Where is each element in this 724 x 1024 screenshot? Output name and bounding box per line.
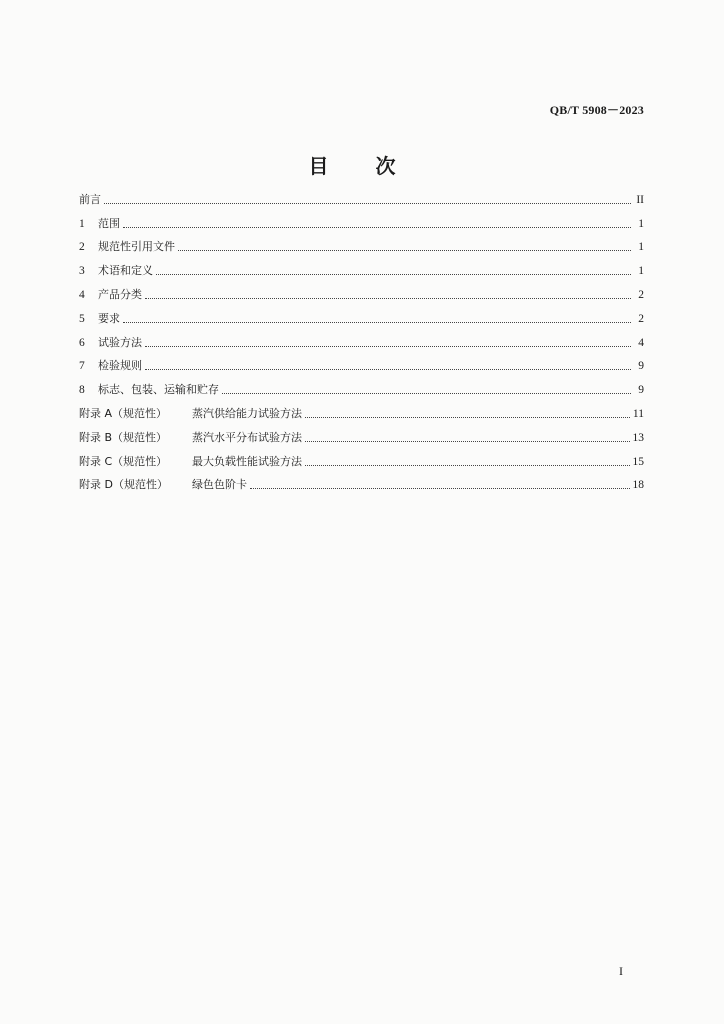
toc-entry-5[interactable] [79,302,644,326]
toc-entry-appendix-d[interactable] [79,469,644,493]
toc-entry-number: 3 [79,265,85,278]
toc-entry-number: 5 [79,312,85,325]
toc-dot-leader [156,273,631,275]
toc-entry-number: 8 [79,384,85,397]
toc-entry-number: 6 [79,336,85,349]
toc-entry-foreword[interactable] [79,183,644,207]
toc-entry-label: 绿色色阶卡 [192,478,247,492]
toc-entry-number: 2 [79,241,85,254]
toc-appendix-label: 附录 A（规范性） [79,406,168,420]
toc-entry-page: 18 [632,479,644,492]
toc-dot-leader [178,249,631,251]
toc-appendix-label: 附录 C（规范性） [79,454,168,468]
toc-entry-label: 蒸汽供给能力试验方法 [192,406,302,420]
toc-entry-appendix-a[interactable] [79,397,644,421]
toc-appendix-label: 附录 D（规范性） [79,478,168,492]
toc-dot-leader [104,202,631,204]
toc-entry-label: 标志、包装、运输和贮存 [98,383,219,397]
toc-dot-leader [145,297,631,299]
toc-entry-number: 4 [79,288,85,301]
toc-entry-page: 1 [638,241,644,254]
toc-dot-leader [305,440,630,442]
toc-entry-label: 范围 [98,216,120,230]
toc-entry-label: 产品分类 [98,287,142,301]
toc-entry-label: 最大负载性能试验方法 [192,454,302,468]
toc-entry-8[interactable] [79,373,644,397]
toc-entry-label: 术语和定义 [98,264,153,278]
toc-dot-leader [222,392,631,394]
toc-entry-2[interactable] [79,231,644,255]
toc-dot-leader [250,487,630,489]
toc-entry-page: 13 [632,431,644,444]
toc-entry-label: 要求 [98,311,120,325]
toc-dot-leader [305,416,630,418]
toc-dot-leader [305,464,630,466]
toc-entry-label: 前言 [79,192,101,206]
toc-entry-page: 9 [638,360,644,373]
toc-entry-label: 试验方法 [98,335,142,349]
toc-entry-label: 检验规则 [98,359,142,373]
toc-entry-3[interactable] [79,254,644,278]
toc-appendix-label: 附录 B（规范性） [79,430,168,444]
toc-entry-page: 1 [638,217,644,230]
toc-entry-number: 1 [79,217,85,230]
toc-entry-number: 7 [79,360,85,373]
toc-entry-1[interactable] [79,207,644,231]
toc-entry-7[interactable] [79,350,644,374]
table-of-contents [79,183,644,492]
toc-entry-page: 9 [638,384,644,397]
toc-entry-page: II [636,193,644,206]
toc-entry-page: 4 [638,336,644,349]
toc-entry-page: 2 [638,288,644,301]
page-number: I [619,964,623,978]
toc-entry-page: 15 [632,455,644,468]
toc-entry-appendix-c[interactable] [79,445,644,469]
toc-entry-appendix-b[interactable] [79,421,644,445]
toc-entry-page: 2 [638,312,644,325]
toc-entry-4[interactable] [79,278,644,302]
toc-entry-label: 蒸汽水平分布试验方法 [192,430,302,444]
toc-dot-leader [123,321,631,323]
toc-entry-page: 1 [638,265,644,278]
toc-entry-label: 规范性引用文件 [98,240,175,254]
standard-code: QB/T 5908－2023 [549,103,644,117]
toc-dot-leader [123,226,631,228]
toc-entry-page: 11 [632,407,644,420]
toc-title: 目 次 [308,154,416,178]
toc-dot-leader [145,345,631,347]
toc-dot-leader [145,368,631,370]
toc-entry-6[interactable] [79,326,644,350]
